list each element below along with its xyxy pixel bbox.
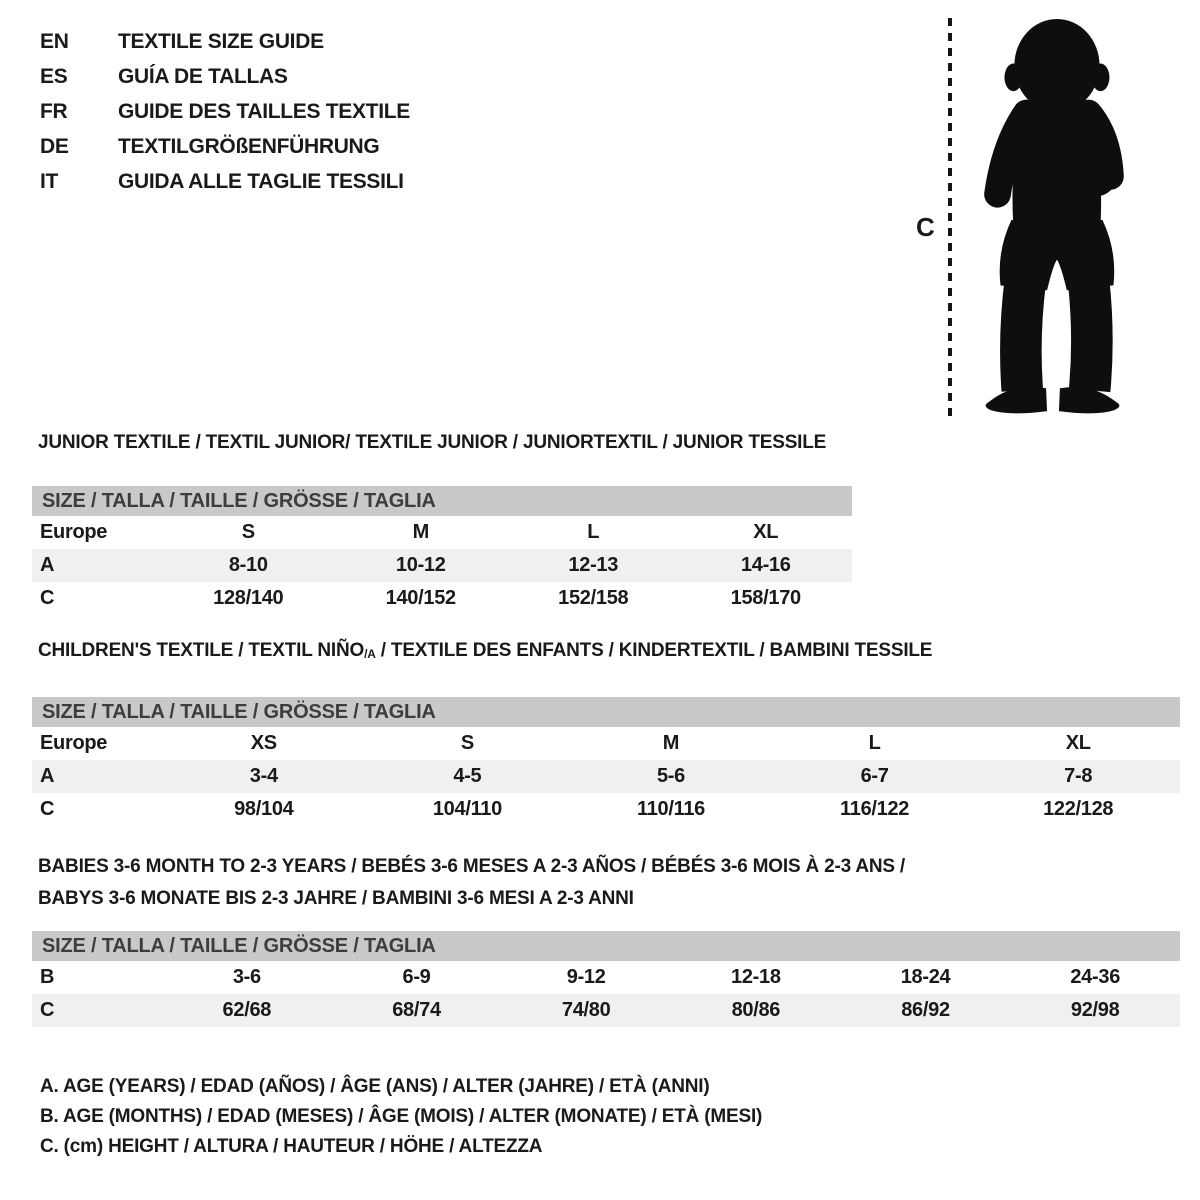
height-measure-label: C bbox=[916, 212, 935, 242]
size-table-header-bar: SIZE / TALLA / TAILLE / GRÖSSE / TAGLIA bbox=[32, 931, 1180, 961]
measure-legend bbox=[40, 1072, 762, 1162]
size-table-header-bar: SIZE / TALLA / TAILLE / GRÖSSE / TAGLIA bbox=[32, 697, 1180, 727]
row-label: C bbox=[40, 798, 55, 820]
title-segment: BABIES 3-6 MONTH TO 2-3 YEARS / BEBÉS 3-6 MESES A 2-3 AÑOS / BÉBÉS 3-6 MOIS À 2-3 ANS / bbox=[38, 856, 906, 877]
size-table-row bbox=[32, 727, 1180, 760]
language-guide-title: TEXTILE SIZE GUIDE bbox=[118, 29, 324, 53]
size-value-cell: 6-7 bbox=[860, 765, 889, 787]
row-label: Europe bbox=[40, 521, 108, 543]
size-value-cell: 18-24 bbox=[900, 966, 951, 988]
size-value-cell: M bbox=[412, 521, 429, 543]
section-title-line bbox=[38, 430, 852, 456]
title-segment: JUNIOR TEXTILE / TEXTIL JUNIOR/ TEXTILE JUNIOR / JUNIORTEXTIL / JUNIOR TESSILE bbox=[38, 432, 827, 453]
size-value-cell: 7-8 bbox=[1064, 765, 1093, 787]
size-value-cell: L bbox=[868, 732, 881, 754]
size-value-cell: 4-5 bbox=[453, 765, 482, 787]
language-guide-title: GUÍA DE TALLAS bbox=[118, 64, 288, 88]
size-value-cell: 86/92 bbox=[901, 999, 950, 1021]
language-row bbox=[40, 129, 410, 164]
size-table bbox=[32, 931, 1180, 1027]
language-code: ES bbox=[40, 64, 68, 88]
size-value-cell: 68/74 bbox=[392, 999, 441, 1021]
language-row bbox=[40, 94, 410, 129]
size-value-cell: 122/128 bbox=[1043, 798, 1114, 820]
section-title-line bbox=[38, 638, 1180, 667]
section-title-line bbox=[38, 883, 1180, 915]
size-table-row bbox=[32, 582, 852, 615]
size-value-cell: 14-16 bbox=[740, 554, 791, 576]
height-measure-dashed-line bbox=[948, 18, 952, 416]
size-value-cell: 110/116 bbox=[636, 798, 705, 820]
size-table-row bbox=[32, 994, 1180, 1027]
language-code: IT bbox=[40, 169, 59, 193]
size-value-cell: 98/104 bbox=[234, 798, 294, 820]
size-value-cell: S bbox=[460, 732, 474, 754]
size-value-cell: 9-12 bbox=[566, 966, 606, 988]
legend-line: B. AGE (MONTHS) / EDAD (MESES) / ÂGE (MOIS) / ALTER (MONATE) / ETÀ (MESI) bbox=[40, 1106, 763, 1127]
size-value-cell: 10-12 bbox=[395, 554, 446, 576]
language-guide-title: GUIDE DES TAILLES TEXTILE bbox=[118, 99, 410, 123]
section-title bbox=[32, 638, 1180, 667]
title-segment: BABYS 3-6 MONATE BIS 2-3 JAHRE / BAMBINI 3-6 MESI A 2-3 ANNI bbox=[38, 888, 634, 909]
size-table-row bbox=[32, 760, 1180, 793]
size-value-cell: 80/86 bbox=[731, 999, 781, 1021]
language-row bbox=[40, 24, 410, 59]
language-row bbox=[40, 59, 410, 94]
language-code: DE bbox=[40, 134, 69, 158]
size-value-cell: XL bbox=[753, 521, 779, 543]
size-table-row bbox=[32, 549, 852, 582]
size-value-cell: 5-6 bbox=[656, 765, 685, 787]
language-row bbox=[40, 164, 410, 199]
legend-line: A. AGE (YEARS) / EDAD (AÑOS) / ÂGE (ANS) / ALTER (JAHRE) / ETÀ (ANNI) bbox=[40, 1076, 710, 1097]
size-value-cell: 12-13 bbox=[568, 554, 619, 576]
language-title-list bbox=[40, 24, 410, 199]
legend-line: C. (cm) HEIGHT / ALTURA / HAUTEUR / HÖHE / ALTEZZA bbox=[40, 1136, 543, 1157]
size-table-row bbox=[32, 516, 852, 549]
size-value-cell: 74/80 bbox=[561, 999, 611, 1021]
size-value-cell: 92/98 bbox=[1070, 999, 1120, 1021]
size-table-row bbox=[32, 961, 1180, 994]
section-title bbox=[32, 430, 852, 456]
section-title bbox=[32, 851, 1180, 915]
language-code: FR bbox=[40, 99, 68, 123]
size-table-header-bar: SIZE / TALLA / TAILLE / GRÖSSE / TAGLIA bbox=[32, 486, 852, 516]
size-value-cell: XS bbox=[250, 732, 277, 754]
size-value-cell: M bbox=[662, 732, 680, 754]
size-value-cell: 6-9 bbox=[402, 966, 431, 988]
size-value-cell: 24-36 bbox=[1070, 966, 1121, 988]
section-junior-textile bbox=[32, 430, 852, 615]
size-value-cell: L bbox=[587, 521, 600, 543]
size-value-cell: 104/110 bbox=[432, 798, 502, 820]
section-title-line bbox=[38, 851, 1180, 883]
row-label: C bbox=[40, 999, 55, 1021]
size-value-cell: 3-4 bbox=[249, 765, 278, 787]
section-childrens-textile bbox=[32, 638, 1180, 826]
language-guide-title: TEXTILGRÖßENFÜHRUNG bbox=[118, 134, 380, 158]
row-label: B bbox=[40, 966, 55, 988]
size-value-cell: 140/152 bbox=[385, 587, 456, 609]
size-table bbox=[32, 486, 852, 615]
size-value-cell: 8-10 bbox=[228, 554, 268, 576]
row-label: C bbox=[40, 587, 55, 609]
size-value-cell: 158/170 bbox=[730, 587, 801, 609]
size-table-row bbox=[32, 793, 1180, 826]
size-value-cell: 12-18 bbox=[731, 966, 781, 988]
size-value-cell: 128/140 bbox=[213, 587, 284, 609]
size-value-cell: 152/158 bbox=[558, 587, 629, 609]
row-label: Europe bbox=[40, 732, 108, 754]
toddler-silhouette-icon bbox=[962, 14, 1142, 420]
size-value-cell: 116/122 bbox=[840, 798, 910, 820]
row-label: A bbox=[40, 554, 55, 576]
language-code: EN bbox=[40, 29, 69, 53]
section-babies-textile bbox=[32, 851, 1180, 1027]
size-value-cell: 62/68 bbox=[222, 999, 272, 1021]
title-segment: / TEXTILE DES ENFANTS / KINDERTEXTIL / BAMBINI TESSILE bbox=[375, 640, 933, 661]
title-segment: /A bbox=[364, 647, 376, 661]
size-value-cell: 3-6 bbox=[232, 966, 261, 988]
size-value-cell: S bbox=[241, 521, 255, 543]
size-table bbox=[32, 697, 1180, 826]
row-label: A bbox=[40, 765, 55, 787]
language-guide-title: GUIDA ALLE TAGLIE TESSILI bbox=[118, 169, 404, 193]
title-segment: CHILDREN'S TEXTILE / TEXTIL NIÑO bbox=[38, 640, 365, 661]
size-value-cell: XL bbox=[1065, 732, 1091, 754]
